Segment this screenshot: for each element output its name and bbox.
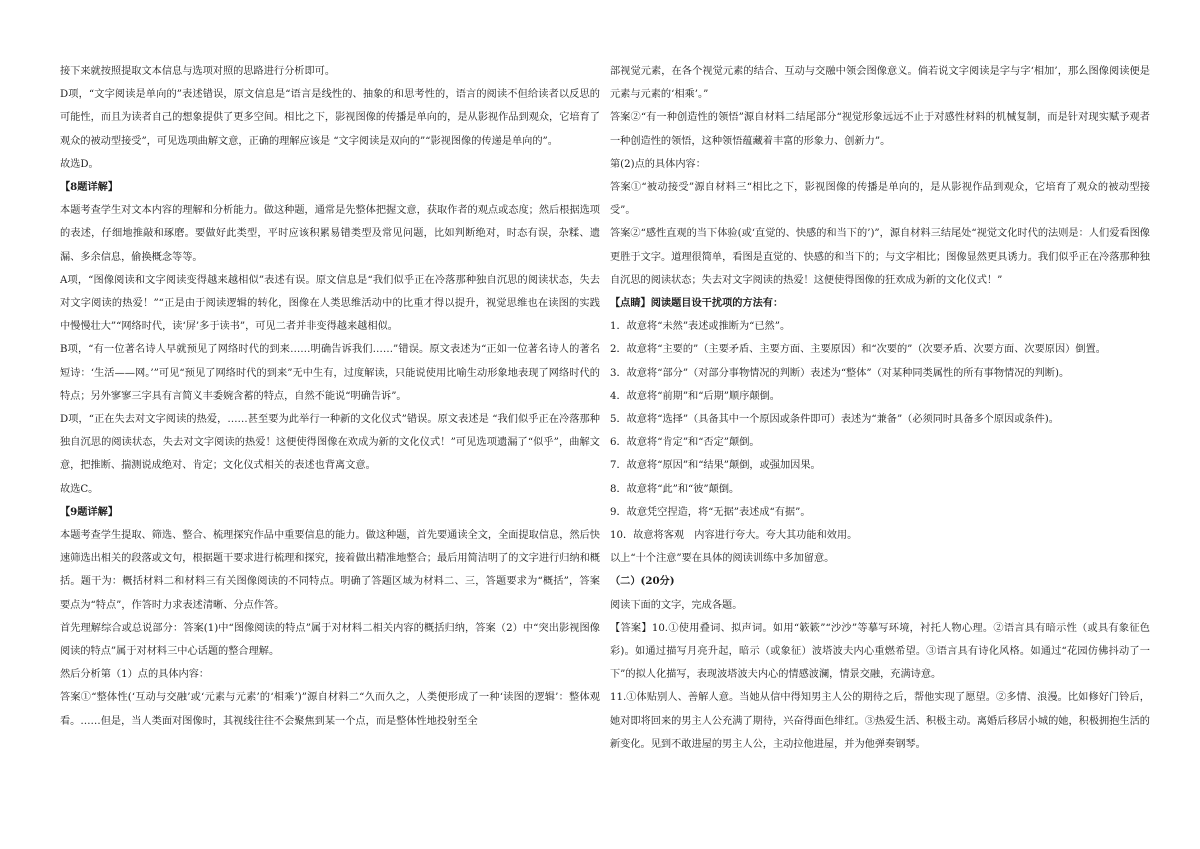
paragraph: 3．故意将“部分”（对部分事物情况的判断）表述为“整体”（对某种同类属性的所有事物情况的判断)。: [610, 367, 1070, 379]
paragraph: 答案①“整体性(‘互动与交融’或‘元素与元素’的‘相乘’)”源自材料二“久而久之，人类便形成了一种‘读图的逻辑’：整体观看。……但是，当人类面对图像时，其视线往往不会聚焦到某一个点，而是整体性地投射至全: [60, 692, 600, 727]
paragraph: 7．故意将“原因”和“结果”颠倒，或强加因果。: [610, 460, 821, 472]
paragraph: 阅读下面的文字，完成各题。: [610, 599, 743, 611]
paragraph: 6．故意将“肯定”和“否定”颠倒。: [610, 437, 760, 449]
paragraph: 答案①“被动接受”源自材料三“相比之下，影视图像的传播是单向的，是从影视作品到观众，它培育了观众的被动型接受”。: [610, 182, 1150, 217]
paragraph: 故选C。: [60, 483, 99, 495]
paragraph: 本题考查学生提取、筛选、整合、梳理探究作品中重要信息的能力。做这种题，首先要通读全文，全面提取信息，然后快速筛选出相关的段落或文句，根据题干要求进行梳理和探究，接着做出精准地整合；最后用简洁明了的文字进行归纳和概括。题干为：概括材料二和材料三有关图像阅读的不同特点。明确了答题区域为材料二、三，答题要求为“概括”，答案要点为“特点”，作答时力求表述清晰、分点作答。: [60, 530, 600, 611]
paragraph: 2．故意将“主要的”（主要矛盾、主要方面、主要原因）和“次要的”（次要矛盾、次要方面、次要原因）倒置。: [610, 344, 1106, 356]
paragraph: 9．故意凭空捏造，将“无据”表述成“有据”。: [610, 506, 811, 518]
right-column: [610, 60, 1150, 756]
paragraph: 8．故意将“此”和“彼”颠倒。: [610, 483, 740, 495]
paragraph: 然后分析第（1）点的具体内容：: [60, 669, 210, 681]
paragraph: 以上“十个注意”要在具体的阅读训练中多加留意。: [610, 553, 835, 565]
paragraph: 【答案】10.①使用叠词、拟声词。如用“簌簌”“沙沙”等摹写环境，衬托人物心理。②语言具有暗示性（或具有象征色彩)。如通过描写月亮升起，暗示（或象征）波塔波夫内心重燃希望。③语言具有诗化风格。如通过“花园仿佛抖动了一下”的拟人化描写，表现波塔波夫内心的情感波澜，情景交融，充满诗意。: [610, 622, 1150, 681]
paragraph: 故选D。: [60, 158, 99, 170]
paragraph: 部视觉元素，在各个视觉元素的结合、互动与交融中领会图像意义。倘若说文字阅读是字与字‘相加’，那么图像阅读便是元素与元素的‘相乘’。”: [610, 66, 1150, 101]
paragraph: D项，“正在失去对文字阅读的热爱，……甚至要为此举行一种新的文化仪式”错误。原文表述是 “我们似乎正在冷落那种独自沉思的阅读状态，失去对文字阅读的热爱！这便使得图像在欢成为新的文化仪式！”可见选项遗漏了“似乎”，曲解文意，把推断、揣测说成绝对、肯定；文化仪式相关的表述也背离文意。: [60, 414, 600, 472]
section-heading: （二）(20分): [610, 575, 675, 588]
paragraph: D项，“文字阅读是单向的”表述错误，原文信息是“语言是线性的、抽象的和思考性的，语言的阅读不但给读者以反思的可能性，而且为读者自己的想象提供了更多空间。相比之下，影视图像的传播是单向的，是从影视作品到观众，它培育了观众的被动型接受”，可见选项曲解文意，正确的理解应该是 “文字阅读是双向的”“影视图像的传递是单向的”。: [60, 89, 600, 147]
paragraph: 首先理解综合或总说部分：答案(1)中“图像阅读的特点”属于对材料二相关内容的概括归纳，答案（2）中“突出影视图像阅读的特点”属于对材料三中心话题的整合理解。: [60, 622, 600, 658]
paragraph: 第(2)点的具体内容：: [610, 158, 706, 170]
section-heading: 【8题详解】: [60, 181, 119, 194]
paragraph: 11.①体贴别人、善解人意。当她从信中得知男主人公的期待之后，帮他实现了愿望。②多情、浪漫。比如修好门铃后，她对即将回来的男主人公充满了期待，兴奋得面色绯红。③热爱生活、积极主动。离婚后移居小城的她，积极拥抱生活的新变化。见到不敢进屋的男主人公，主动拉他进屋，并为他弹奏钢琴。: [610, 692, 1150, 750]
paragraph: 4．故意将“前期”和“后期”顺序颠倒。: [610, 390, 780, 402]
section-heading: 【点睛】阅读题目设干扰项的方法有：: [610, 297, 784, 310]
paragraph: 5．故意将“选择”（具备其中一个原因或条件即可）表述为“兼备”（必须同时具备多个原因或条件)。: [610, 414, 1059, 426]
paragraph: 本题考查学生对文本内容的理解和分析能力。做这种题，通常是先整体把握文意，获取作者的观点或态度；然后根据选项的表述，仔细地推敲和琢磨。要做好此类型，平时应该积累易错类型及常见问题，比如判断绝对，时态有误，杂糅、遗漏、多余信息，偷换概念等等。: [60, 205, 600, 263]
paragraph: 答案②“有一种创造性的领悟”源自材料二结尾部分“视觉形象远远不止于对感性材料的机械复制，而是针对现实赋予观者一种创造性的领悟，这种领悟蕴藏着丰富的形象力、创新力”。: [610, 112, 1150, 147]
left-column: [60, 60, 600, 733]
paragraph: 1．故意将“未然”表述或推断为“已然”。: [610, 321, 791, 333]
paragraph: 10．故意将客观 内容进行夸大。夸大其功能和效用。: [610, 530, 858, 542]
section-heading: 【9题详解】: [60, 505, 119, 518]
paragraph: B项，“有一位著名诗人早就预见了网络时代的到来……明确告诉我们……”错误。原文表述为“正如一位著名诗人的著名短诗：‘生活——网。’”可见“预见了网络时代的到来”无中生有，过度解读，只能说使用比喻生动形象地表现了网络时代的特点；另外寥寥三字具有言简义丰委婉含蓄的特点，自然不能说“明确告诉”。: [60, 344, 600, 402]
paragraph: A项，“图像阅读和文字阅读变得越来越相似”表述有误。原文信息是“我们似乎正在冷落那种独自沉思的阅读状态，失去对文字阅读的热爱！”“正是由于阅读逻辑的转化，图像在人类思维活动中的比重才得以提升，视觉思维也在读图的实践中慢慢壮大”“网络时代，读‘屏’多于读书”，可见二者并非变得越来越相似。: [60, 274, 600, 333]
paragraph: 接下来就按照提取文本信息与选项对照的思路进行分析即可。: [60, 66, 336, 77]
paragraph: 答案②“感性直观的当下体验(或‘直觉的、快感的和当下的’)”，源自材料三结尾处“视觉文化时代的法则是：人们爱看图像更胜于文字。道理很简单，看图是直觉的、快感的和当下的；与文字相比；图像显然更具诱力。我们似乎正在冷落那种独自沉思的阅读状态；失去对文字阅读的热爱！这便使得图像的狂欢成为新的文化仪式！”: [610, 228, 1150, 286]
